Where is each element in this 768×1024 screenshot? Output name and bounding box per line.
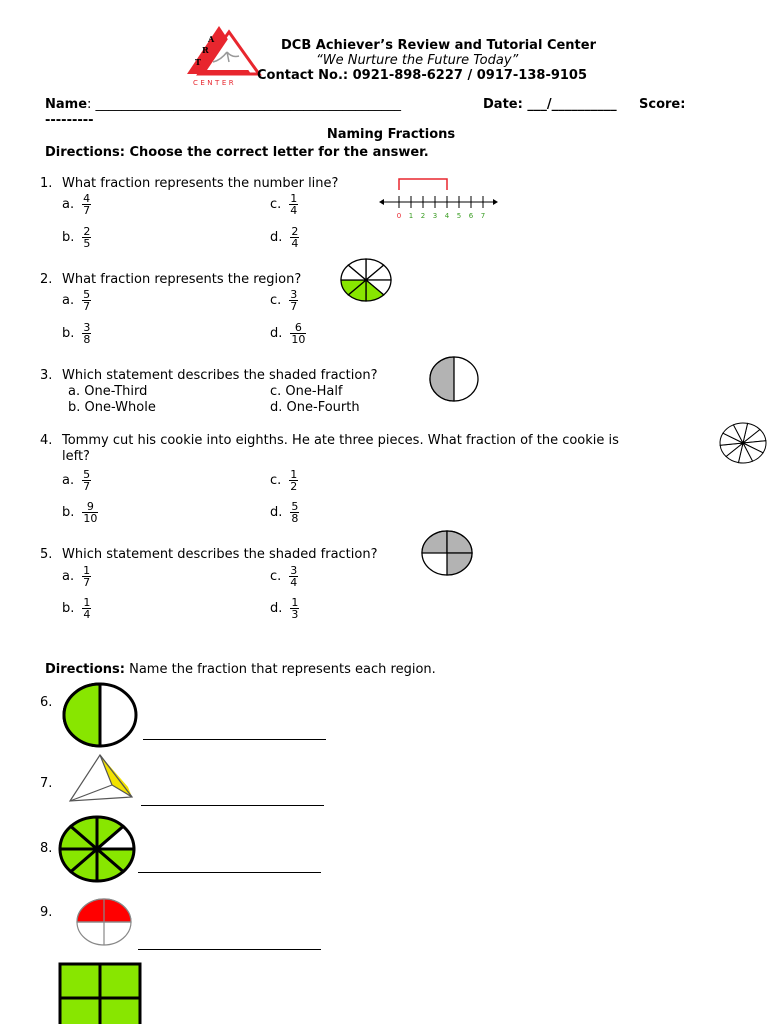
q4-option-a[interactable] — [62, 469, 91, 492]
circle-eighths-figure — [338, 257, 394, 303]
denominator: 5 — [83, 237, 91, 250]
denominator: 7 — [290, 300, 298, 313]
logo-letter-t: T — [195, 57, 201, 67]
numerator: 5 — [83, 468, 91, 481]
fraction — [289, 469, 298, 492]
q2-option-b[interactable] — [62, 322, 91, 345]
numerator: 1 — [83, 596, 91, 609]
option-letter: b. — [62, 326, 75, 341]
directions-2-label: Directions: — [45, 662, 125, 677]
option-letter: a. — [68, 384, 81, 399]
option-letter: a. — [62, 197, 75, 212]
option-letter: a. — [62, 293, 75, 308]
fraction — [82, 597, 91, 620]
option-letter: c. — [270, 197, 282, 212]
numerator: 2 — [83, 225, 91, 238]
denominator: 8 — [83, 333, 91, 346]
question-number: 2. — [40, 272, 53, 287]
denominator: 7 — [83, 480, 91, 493]
option-letter: b. — [68, 400, 81, 415]
denominator: 10 — [291, 333, 306, 346]
directions-2 — [45, 662, 436, 677]
region-6-half-circle-figure — [61, 682, 139, 748]
score-label: Score: — [639, 97, 686, 112]
region-7-answer-blank[interactable] — [141, 805, 324, 806]
numerator: 6 — [294, 321, 302, 334]
center-motto: “We Nurture the Future Today” — [316, 53, 519, 68]
score-dashes: --------- — [45, 113, 94, 128]
q4-option-b[interactable] — [62, 501, 98, 524]
region-7-pyramid-figure — [62, 747, 140, 811]
number-line-label: 3 — [432, 212, 438, 220]
q1-option-a[interactable] — [62, 193, 91, 216]
q2-option-c[interactable] — [270, 289, 298, 312]
fraction — [82, 501, 98, 524]
center-title: DCB Achiever’s Review and Tutorial Center — [281, 38, 596, 53]
option-letter: d. — [270, 601, 283, 616]
denominator: 10 — [83, 512, 98, 525]
question-text: Tommy cut his cookie into eighths. He ate three pieces. What fraction of the cookie is — [62, 433, 619, 448]
logo-triangle-icon — [183, 22, 265, 88]
fraction — [289, 193, 298, 216]
fraction — [82, 193, 91, 216]
q4-option-d[interactable] — [270, 501, 299, 524]
option-letter: d. — [270, 505, 283, 520]
numerator: 1 — [290, 192, 298, 205]
denominator: 4 — [290, 576, 298, 589]
denominator: 7 — [83, 576, 91, 589]
option-text: One-Fourth — [286, 400, 360, 415]
fraction — [82, 226, 91, 249]
region-9-circle-quarters-figure — [62, 888, 138, 954]
numerator: 9 — [86, 500, 94, 513]
numerator: 1 — [291, 596, 299, 609]
option-letter: a. — [62, 569, 75, 584]
denominator: 7 — [83, 204, 91, 217]
number-line-label: 4 — [444, 212, 450, 220]
option-letter: d. — [270, 230, 283, 245]
number-line-label: 2 — [420, 212, 426, 220]
denominator: 4 — [291, 237, 299, 250]
fraction — [82, 289, 91, 312]
region-9-number: 9. — [40, 905, 53, 920]
region-9-answer-blank[interactable] — [138, 949, 321, 950]
option-letter: c. — [270, 569, 282, 584]
numerator: 3 — [290, 564, 298, 577]
number-line-label: 1 — [408, 212, 414, 220]
option-letter: c. — [270, 384, 282, 399]
name-blank[interactable]: : _______________________________________________ — [87, 97, 402, 112]
denominator: 4 — [290, 204, 298, 217]
q4-option-c[interactable] — [270, 469, 298, 492]
question-5 — [40, 547, 378, 562]
denominator: 2 — [290, 480, 298, 493]
q3-option-d[interactable] — [270, 400, 360, 415]
question-number: 1. — [40, 176, 53, 191]
region-8-answer-blank[interactable] — [138, 872, 321, 873]
question-text: Which statement describes the shaded fraction? — [62, 368, 378, 383]
denominator: 7 — [83, 300, 91, 313]
option-letter: b. — [62, 505, 75, 520]
denominator: 3 — [291, 608, 299, 621]
number-line-label: 0 — [396, 212, 402, 220]
option-letter: d. — [270, 326, 283, 341]
logo-letter-r: R — [202, 45, 209, 55]
region-6-answer-blank[interactable] — [143, 739, 326, 740]
number-line-label: 7 — [480, 212, 486, 220]
question-4-continued: left? — [62, 449, 90, 464]
option-text: One-Third — [84, 384, 148, 399]
question-number: 4. — [40, 433, 53, 448]
name-line — [45, 97, 401, 112]
numerator: 2 — [291, 225, 299, 238]
numerator: 1 — [83, 564, 91, 577]
numerator: 3 — [290, 288, 298, 301]
q3-option-c[interactable] — [270, 384, 343, 399]
directions-1: Directions: Choose the correct letter for the answer. — [45, 145, 429, 160]
q5-option-b[interactable] — [62, 597, 91, 620]
name-label: Name — [45, 97, 88, 112]
q5-option-d[interactable] — [270, 597, 299, 620]
region-7-number: 7. — [40, 776, 53, 791]
fraction — [82, 565, 91, 588]
number-line-figure — [378, 176, 500, 220]
region-6-number: 6. — [40, 695, 53, 710]
fraction — [82, 469, 91, 492]
fraction — [290, 501, 299, 524]
question-text: What fraction represents the region? — [62, 272, 302, 287]
circle-half-figure — [428, 356, 480, 402]
numerator: 5 — [291, 500, 299, 513]
logo-word: CENTER — [193, 79, 237, 87]
region-8-number: 8. — [40, 841, 53, 856]
q3-option-b[interactable] — [68, 400, 156, 415]
option-letter: a. — [62, 473, 75, 488]
q1-option-d[interactable] — [270, 226, 299, 249]
q2-option-d[interactable] — [270, 322, 306, 345]
option-text: One-Whole — [84, 400, 156, 415]
question-4 — [40, 433, 619, 448]
worksheet-title: Naming Fractions — [326, 127, 456, 142]
fraction — [290, 226, 299, 249]
question-1 — [40, 176, 338, 191]
question-number: 5. — [40, 547, 53, 562]
numerator: 1 — [290, 468, 298, 481]
fraction — [289, 289, 298, 312]
cookie-eighths-figure — [718, 421, 768, 465]
question-number: 3. — [40, 368, 53, 383]
option-letter: c. — [270, 473, 282, 488]
question-text: Which statement describes the shaded fraction? — [62, 547, 378, 562]
numerator: 5 — [83, 288, 91, 301]
q5-option-c[interactable] — [270, 565, 298, 588]
date-field[interactable]: Date: ___/__________ — [483, 97, 617, 112]
q3-option-a[interactable] — [68, 384, 147, 399]
number-line-label: 6 — [468, 212, 474, 220]
logo-letter-a: A — [208, 34, 215, 44]
fraction — [289, 565, 298, 588]
q5-option-a[interactable] — [62, 565, 91, 588]
directions-2-text: Name the fraction that represents each region. — [124, 662, 436, 677]
option-letter: b. — [62, 230, 75, 245]
numerator: 4 — [83, 192, 91, 205]
fraction — [290, 597, 299, 620]
q1-option-c[interactable] — [270, 193, 298, 216]
denominator: 4 — [83, 608, 91, 621]
circle-quarters-figure — [420, 530, 474, 576]
q2-option-a[interactable] — [62, 289, 91, 312]
option-letter: d. — [270, 400, 283, 415]
fraction — [290, 322, 306, 345]
option-text: One-Half — [285, 384, 343, 399]
denominator: 8 — [291, 512, 299, 525]
fraction — [82, 322, 91, 345]
number-line-label: 5 — [456, 212, 462, 220]
region-8-circle-eighths-figure — [57, 814, 137, 884]
numerator: 3 — [83, 321, 91, 334]
question-text: What fraction represents the number line? — [62, 176, 339, 191]
contact-numbers: Contact No.: 0921-898-6227 / 0917-138-9105 — [257, 68, 588, 83]
question-3 — [40, 368, 378, 383]
option-letter: b. — [62, 601, 75, 616]
region-10-square-quarters-figure — [58, 962, 142, 1024]
question-2 — [40, 272, 301, 287]
option-letter: c. — [270, 293, 282, 308]
q1-option-b[interactable] — [62, 226, 91, 249]
